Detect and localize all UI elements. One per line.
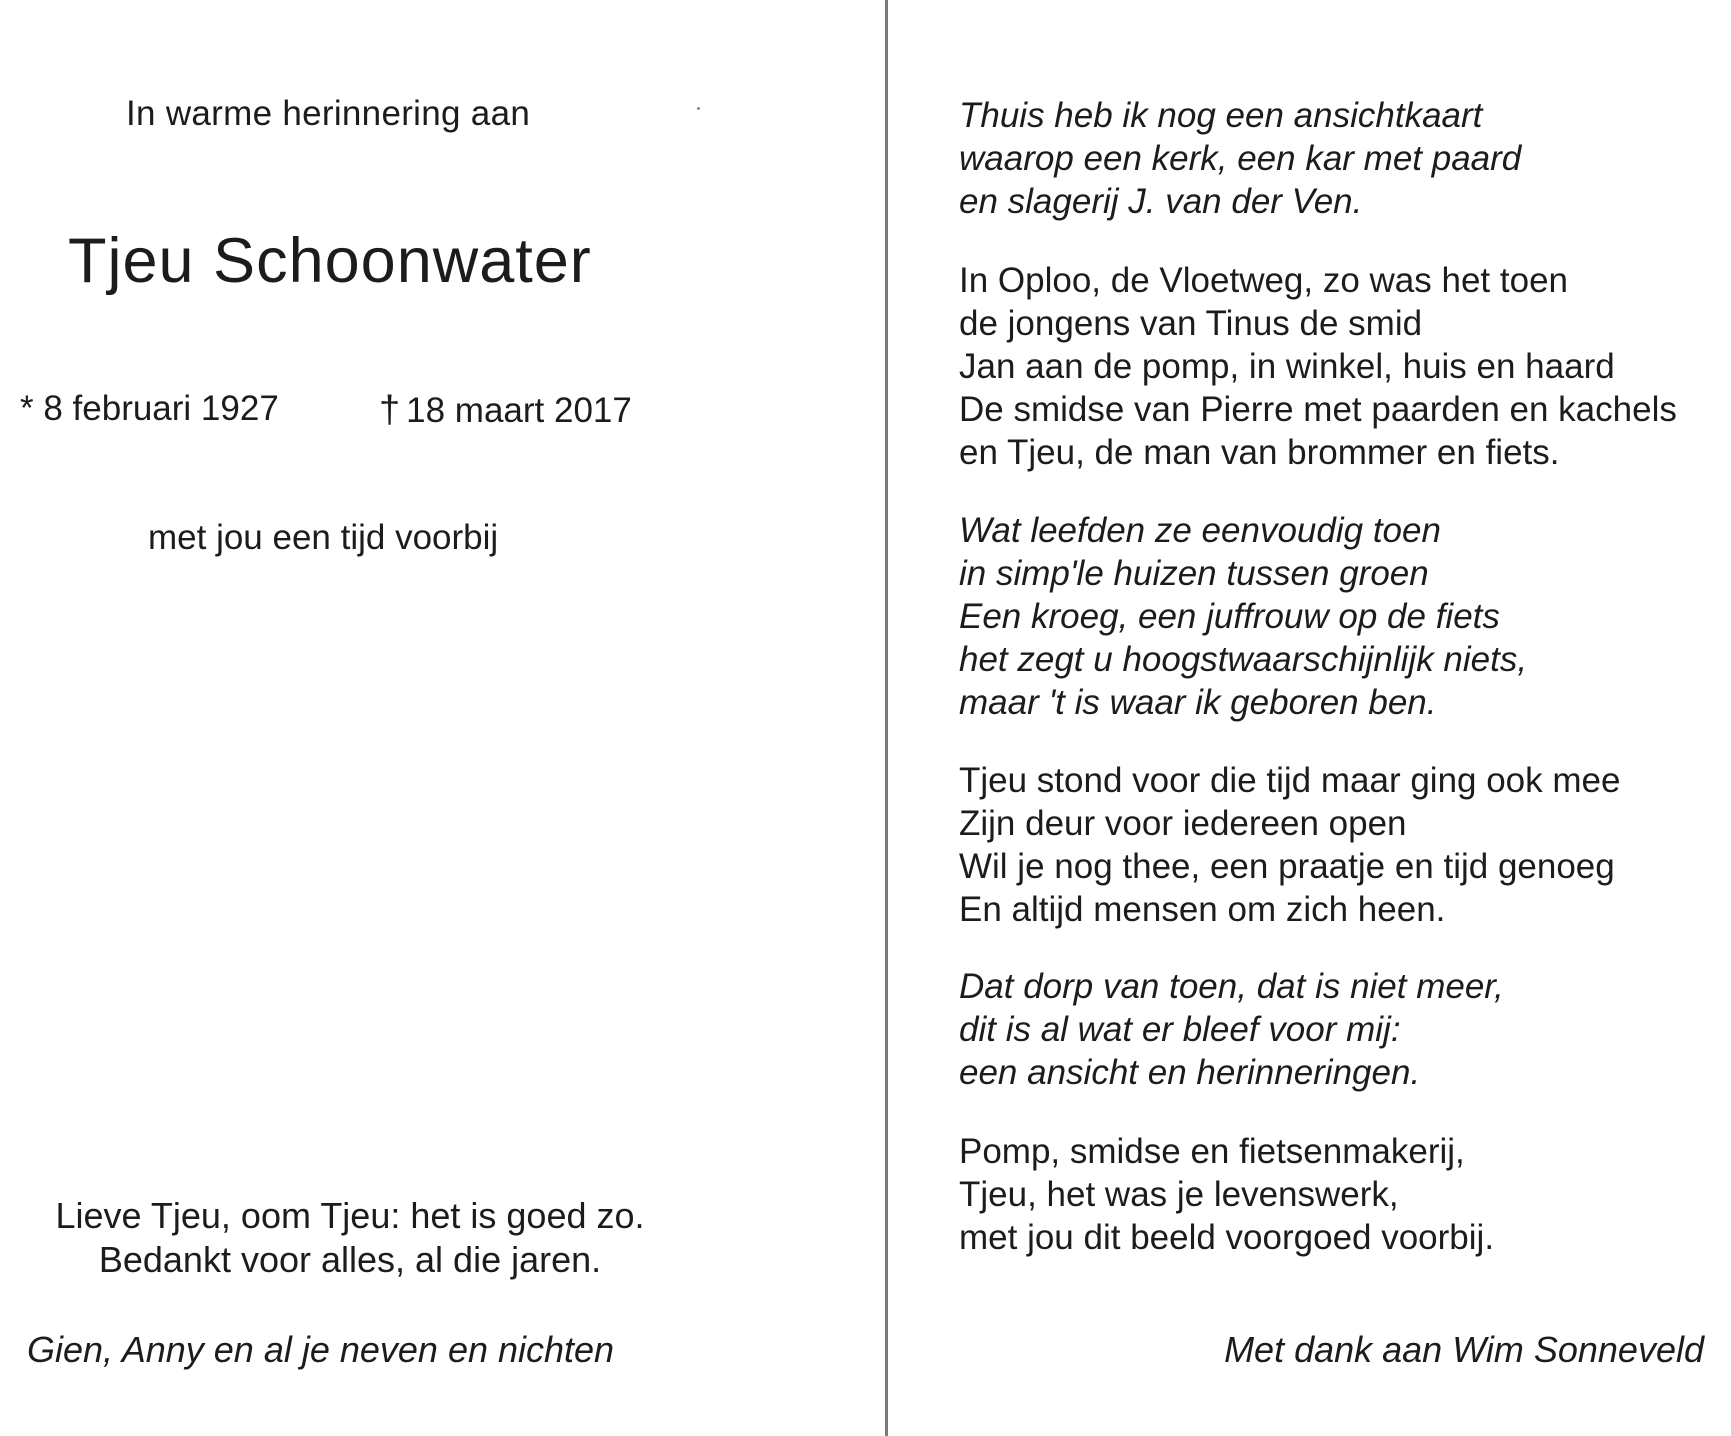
death-date-line: [379, 389, 632, 432]
signature: Gien, Anny en al je neven en nichten: [27, 1329, 615, 1370]
poem-line: maar 't is waar ik geboren ben.: [959, 683, 1437, 722]
poem-line: waarop een kerk, een kar met paard: [959, 139, 1522, 178]
poem-line: In Oploo, de Vloetweg, zo was het toen: [959, 261, 1568, 300]
right-page: [889, 0, 1731, 1436]
poem-line: Thuis heb ik nog een ansichtkaart: [959, 96, 1483, 135]
poem-line: met jou dit beeld voorgoed voorbij.: [959, 1218, 1495, 1257]
farewell-line: Lieve Tjeu, oom Tjeu: het is goed zo.: [55, 1195, 645, 1236]
poem-stanza: [959, 259, 1677, 474]
poem-line: en Tjeu, de man van brommer en fiets.: [959, 433, 1560, 472]
poem-line: Een kroeg, een juffrouw op de fiets: [959, 597, 1500, 636]
poem-line: het zegt u hoogstwaarschijnlijk niets,: [959, 640, 1528, 679]
tagline: met jou een tijd voorbij: [148, 518, 499, 557]
poem-line: Tjeu, het was je levenswerk,: [959, 1175, 1399, 1214]
scan-speck: [697, 107, 700, 110]
poem-line: Zijn deur voor iedereen open: [959, 804, 1407, 843]
intro-text: In warme herinnering aan: [126, 94, 531, 133]
poem-stanza: [959, 1130, 1494, 1259]
birth-date: * 8 februari 1927: [20, 389, 279, 428]
poem-stanza: [959, 965, 1504, 1094]
poem-credit: Met dank aan Wim Sonneveld: [1224, 1329, 1704, 1370]
poem-line: Dat dorp van toen, dat is niet meer,: [959, 967, 1504, 1006]
poem-stanza: [959, 509, 1527, 724]
poem-line: de jongens van Tinus de smid: [959, 304, 1423, 343]
poem-line: Wil je nog thee, een praatje en tijd genoeg: [959, 847, 1615, 886]
poem-stanza: [959, 759, 1620, 931]
poem-stanza: [959, 94, 1521, 223]
poem-line: Wat leefden ze eenvoudig toen: [959, 511, 1441, 550]
death-date: 18 maart 2017: [406, 391, 632, 430]
poem-line: Tjeu stond voor die tijd maar ging ook mee: [959, 761, 1621, 800]
poem-line: in simp'le huizen tussen groen: [959, 554, 1429, 593]
poem-line: Jan aan de pomp, in winkel, huis en haard: [959, 347, 1615, 386]
poem-line: en slagerij J. van der Ven.: [959, 182, 1363, 221]
deceased-name: Tjeu Schoonwater: [68, 226, 592, 296]
poem-line: De smidse van Pierre met paarden en kachels: [959, 390, 1677, 429]
poem-line: Pomp, smidse en fietsenmakerij,: [959, 1132, 1465, 1171]
farewell-line: Bedankt voor alles, al die jaren.: [98, 1239, 602, 1280]
poem-line: een ansicht en herinneringen.: [959, 1053, 1421, 1092]
cross-icon: †: [379, 389, 401, 431]
poem-line: En altijd mensen om zich heen.: [959, 890, 1446, 929]
poem-line: dit is al wat er bleef voor mij:: [959, 1010, 1401, 1049]
farewell-message: [0, 1194, 700, 1282]
fold-line: [885, 0, 888, 1436]
